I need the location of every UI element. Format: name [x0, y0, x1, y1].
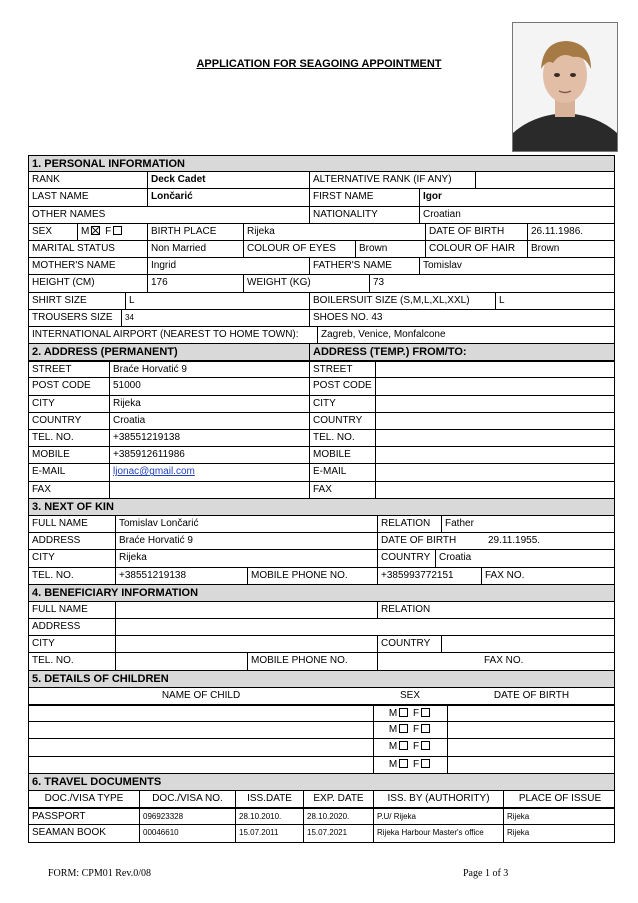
- address-row: [28, 378, 615, 395]
- ben-address-field[interactable]: [115, 619, 616, 635]
- address-value[interactable]: +38551219138: [109, 430, 309, 446]
- temp-address-value[interactable]: [375, 430, 616, 446]
- ben-tel-field[interactable]: [115, 653, 247, 669]
- child-sex-m-label: M: [388, 724, 398, 736]
- temp-address-value[interactable]: [375, 396, 616, 412]
- child-sex-f-checkbox[interactable]: [421, 724, 430, 733]
- temp-address-value[interactable]: [375, 464, 616, 480]
- kin-dob-label: DATE OF BIRTH: [377, 533, 481, 549]
- boilersuit-label: BOILERSUIT SIZE (S,M,L,XL,XXL): [309, 293, 495, 309]
- doc-exp-field[interactable]: 15.07.2021: [303, 825, 373, 841]
- address-row: [28, 447, 615, 464]
- temp-address-label: FAX: [309, 482, 375, 498]
- birth-place-label: BIRTH PLACE: [147, 224, 243, 240]
- kin-name-field[interactable]: Tomislav Lončarić: [115, 516, 377, 532]
- father-label: FATHER'S NAME: [309, 258, 419, 274]
- child-sex-m-checkbox[interactable]: [399, 759, 408, 768]
- page-title: APPLICATION FOR SEAGOING APPOINTMENT: [196, 58, 442, 70]
- doc-exp-field[interactable]: 28.10.2020.: [303, 809, 373, 824]
- temp-address-label: CITY: [309, 396, 375, 412]
- doc-no-field[interactable]: 00046610: [139, 825, 235, 841]
- section-beneficiary-header: [28, 585, 615, 602]
- shirt-field[interactable]: L: [125, 293, 309, 309]
- rank-label: RANK: [32, 174, 60, 186]
- doc-by-field[interactable]: P.U/ Rijeka: [373, 809, 503, 824]
- child-sex-f-label: F: [413, 758, 420, 770]
- ben-city-label: CITY: [32, 638, 55, 650]
- doc-row: [28, 825, 615, 842]
- other-names-label: OTHER NAMES: [32, 208, 106, 220]
- shoes-field[interactable]: SHOES NO. 43: [309, 310, 616, 326]
- temp-address-value[interactable]: [375, 482, 616, 498]
- child-row: [28, 705, 615, 722]
- col-child-dob: DATE OF BIRTH: [493, 689, 570, 701]
- airport-field[interactable]: Zagreb, Venice, Monfalcone: [317, 327, 616, 343]
- row-sex: [28, 224, 615, 241]
- row-names: [28, 189, 615, 206]
- child-row: [28, 722, 615, 739]
- alt-rank-label: ALTERNATIVE RANK (IF ANY): [309, 172, 475, 188]
- section-children-header: [28, 671, 615, 688]
- child-dob-field[interactable]: [447, 722, 616, 738]
- row-height-weight: [28, 275, 615, 292]
- last-name-field[interactable]: Lončarić: [147, 189, 309, 205]
- marital-field[interactable]: Non Married: [147, 241, 243, 257]
- hair-label: COLOUR OF HAIR: [425, 241, 527, 257]
- row-ben-name: [28, 602, 615, 619]
- section-personal-header: [28, 155, 615, 172]
- row-ben-city: [28, 636, 615, 653]
- mother-field[interactable]: Ingrid: [147, 258, 309, 274]
- child-sex-f-label: F: [413, 708, 420, 719]
- doc-by-field[interactable]: Rijeka Harbour Master's office: [373, 825, 503, 841]
- address-row: [28, 430, 615, 447]
- kin-tel-label: TEL. NO.: [32, 569, 74, 581]
- address-row: [28, 396, 615, 413]
- ben-city-field[interactable]: [115, 636, 377, 652]
- marital-label: MARITAL STATUS: [32, 242, 115, 254]
- child-dob-field[interactable]: [447, 739, 616, 755]
- child-sex-f-label: F: [413, 741, 420, 753]
- other-names-field[interactable]: [147, 207, 309, 223]
- ben-country-label: COUNTRY: [377, 636, 441, 652]
- height-field[interactable]: 176: [147, 275, 243, 291]
- row-shirt: [28, 293, 615, 310]
- doc-col-header: ISS. BY (AUTHORITY): [373, 791, 503, 807]
- ben-address-label: ADDRESS: [32, 621, 81, 633]
- kin-fax-label: FAX NO.: [481, 568, 616, 584]
- temp-address-value[interactable]: [375, 378, 616, 394]
- row-kin-tel: [28, 568, 615, 585]
- temp-address-label: E-MAIL: [309, 464, 375, 480]
- address-label: MOBILE: [32, 449, 70, 461]
- child-row: [28, 757, 615, 774]
- address-row: [28, 464, 615, 481]
- child-sex-options: [373, 722, 447, 738]
- airport-label: INTERNATIONAL AIRPORT (NEAREST TO HOME TOWN):: [32, 328, 299, 340]
- temp-address-label: MOBILE: [309, 447, 375, 463]
- section-address-header: [28, 344, 615, 361]
- trousers-field[interactable]: 34: [121, 310, 309, 326]
- dob-field[interactable]: 26.11.1986.: [527, 224, 616, 240]
- row-airport: [28, 327, 615, 344]
- doc-place-field[interactable]: Rijeka: [503, 825, 616, 841]
- ben-mobile-field[interactable]: [377, 653, 481, 669]
- kin-city-label: CITY: [32, 552, 55, 564]
- application-form: [28, 155, 615, 843]
- doc-type-field: SEAMAN BOOK: [32, 827, 106, 839]
- doc-col-header: DOC./VISA TYPE: [44, 792, 124, 804]
- height-label: HEIGHT (CM): [32, 277, 95, 289]
- trousers-label: TROUSERS SIZE: [32, 311, 113, 323]
- row-trousers: [28, 310, 615, 327]
- address-label: STREET: [32, 364, 72, 376]
- sex-f-checkbox[interactable]: [113, 226, 122, 235]
- child-name-field[interactable]: [29, 757, 373, 773]
- row-parents: [28, 258, 615, 275]
- last-name-label: LAST NAME: [32, 191, 89, 203]
- row-ben-tel: [28, 653, 615, 670]
- nationality-field[interactable]: Croatian: [419, 207, 616, 223]
- address-value[interactable]: Croatia: [109, 413, 309, 429]
- page-number: Page 1 of 3: [463, 868, 509, 879]
- address-value[interactable]: ljonac@gmail.com: [109, 464, 309, 480]
- child-sex-f-label: F: [413, 724, 420, 736]
- section-title-temp: ADDRESS (TEMP.) FROM/TO:: [309, 344, 616, 360]
- child-dob-field[interactable]: [447, 757, 616, 773]
- ben-relation-field[interactable]: [441, 602, 616, 618]
- row-marital: [28, 241, 615, 258]
- doc-no-field[interactable]: 096923328: [139, 809, 235, 824]
- section-title: 1. PERSONAL INFORMATION: [32, 158, 185, 170]
- col-child-sex: SEX: [399, 689, 420, 701]
- kin-address-field[interactable]: Braće Horvatić 9: [115, 533, 377, 549]
- child-name-field[interactable]: [29, 706, 373, 721]
- eyes-label: COLOUR OF EYES: [243, 241, 355, 257]
- doc-col-header: ISS.DATE: [235, 791, 303, 807]
- child-sex-m-label: M: [388, 708, 398, 719]
- row-rank: [28, 172, 615, 189]
- doc-iss-field[interactable]: 28.10.2010.: [235, 809, 303, 824]
- section-title: 2. ADDRESS (PERMANENT): [32, 346, 178, 359]
- address-value[interactable]: Rijeka: [109, 396, 309, 412]
- section-title: 3. NEXT OF KIN: [32, 500, 114, 513]
- doc-row: [28, 808, 615, 825]
- form-number: FORM: CPM01 Rev.0/08: [48, 868, 151, 879]
- col-child-name: NAME OF CHILD: [161, 689, 241, 701]
- first-name-field[interactable]: Igor: [419, 189, 616, 205]
- child-sex-m-checkbox[interactable]: [399, 724, 408, 733]
- temp-address-label: POST CODE: [309, 378, 375, 394]
- child-sex-options: [373, 706, 447, 721]
- child-row: [28, 739, 615, 756]
- address-value[interactable]: [109, 482, 309, 498]
- address-label: CITY: [32, 397, 55, 409]
- shirt-label: SHIRT SIZE: [32, 294, 87, 306]
- ben-fax-label: FAX NO.: [484, 655, 524, 667]
- child-name-field[interactable]: [29, 739, 373, 755]
- kin-tel-field[interactable]: +38551219138: [115, 568, 247, 584]
- child-sex-f-checkbox[interactable]: [421, 708, 430, 717]
- address-label: E-MAIL: [32, 466, 66, 478]
- address-row: [28, 413, 615, 430]
- doc-col-header: EXP. DATE: [303, 791, 373, 807]
- row-kin-city: [28, 550, 615, 567]
- hair-field[interactable]: Brown: [527, 241, 616, 257]
- section-travel-header: [28, 774, 615, 791]
- section-title: 6. TRAVEL DOCUMENTS: [32, 775, 162, 788]
- eyes-field[interactable]: Brown: [355, 241, 425, 257]
- kin-country-label: COUNTRY: [377, 550, 435, 566]
- address-label: TEL. NO.: [32, 432, 74, 443]
- row-kin-name: [28, 516, 615, 533]
- kin-address-label: ADDRESS: [32, 535, 81, 547]
- ben-mobile-label: MOBILE PHONE NO.: [247, 653, 377, 669]
- rank-field[interactable]: Deck Cadet: [147, 172, 309, 188]
- row-children-cols: [28, 688, 615, 705]
- kin-name-label: FULL NAME: [32, 517, 88, 529]
- address-label: POST CODE: [32, 380, 91, 392]
- doc-col-header: DOC./VISA NO.: [139, 791, 235, 807]
- kin-country-field[interactable]: Croatia: [435, 550, 616, 566]
- sex-f-label: F: [105, 225, 112, 237]
- birth-place-field[interactable]: Rijeka: [243, 224, 425, 240]
- ben-country-field[interactable]: [441, 636, 616, 652]
- child-sex-f-checkbox[interactable]: [421, 741, 430, 750]
- section-title: 4. BENEFICIARY INFORMATION: [32, 586, 199, 599]
- child-sex-m-checkbox[interactable]: [399, 708, 408, 717]
- kin-relation-field[interactable]: Father: [441, 516, 616, 532]
- sex-m-checkbox[interactable]: [91, 226, 100, 235]
- portrait-image: [513, 23, 617, 151]
- doc-iss-field[interactable]: 15.07.2011: [235, 825, 303, 841]
- temp-address-value[interactable]: [375, 413, 616, 429]
- address-value[interactable]: Braće Horvatić 9: [109, 362, 309, 377]
- kin-mobile-field[interactable]: +385993772151: [377, 568, 481, 584]
- temp-address-label: STREET: [309, 362, 375, 377]
- address-row: [28, 482, 615, 499]
- temp-address-label: TEL. NO.: [309, 430, 375, 446]
- child-name-field[interactable]: [29, 722, 373, 738]
- ben-name-field[interactable]: [115, 602, 377, 618]
- alt-rank-field[interactable]: [475, 172, 616, 188]
- kin-dob-field[interactable]: 29.11.1955.: [488, 535, 541, 547]
- ben-relation-label: RELATION: [377, 602, 441, 618]
- sex-m-label: M: [81, 225, 90, 237]
- child-sex-options: [373, 739, 447, 755]
- child-sex-m-checkbox[interactable]: [399, 741, 408, 750]
- address-label: COUNTRY: [32, 414, 82, 426]
- row-kin-address: [28, 533, 615, 550]
- nationality-label: NATIONALITY: [309, 207, 419, 223]
- section-title: 5. DETAILS OF CHILDREN: [32, 672, 169, 685]
- kin-relation-label: RELATION: [377, 516, 441, 532]
- row-ben-address: [28, 619, 615, 636]
- doc-type-field: PASSPORT: [32, 811, 86, 823]
- boilersuit-field[interactable]: L: [495, 293, 616, 309]
- dob-label: DATE OF BIRTH: [425, 224, 527, 240]
- first-name-label: FIRST NAME: [309, 189, 419, 205]
- child-sex-m-label: M: [388, 741, 398, 753]
- temp-address-value[interactable]: [375, 447, 616, 463]
- temp-address-label: COUNTRY: [309, 413, 375, 429]
- weight-field[interactable]: 73: [369, 275, 616, 291]
- address-row: [28, 361, 615, 378]
- travel-rows: [28, 808, 615, 842]
- address-value[interactable]: +385912611986: [109, 447, 309, 463]
- doc-place-field[interactable]: Rijeka: [503, 809, 616, 824]
- father-field[interactable]: Tomislav: [419, 258, 616, 274]
- address-rows: [28, 361, 615, 499]
- child-sex-f-checkbox[interactable]: [421, 759, 430, 768]
- doc-col-header: PLACE OF ISSUE: [503, 791, 616, 807]
- address-label: FAX: [32, 483, 51, 495]
- children-rows: [28, 705, 615, 774]
- weight-label: WEIGHT (KG): [243, 275, 369, 291]
- applicant-photo: [512, 22, 618, 152]
- kin-mobile-label: MOBILE PHONE NO.: [247, 568, 377, 584]
- sex-options: [77, 224, 147, 240]
- section-kin-header: [28, 499, 615, 516]
- temp-address-value[interactable]: [375, 362, 616, 377]
- row-travel-cols: [28, 791, 615, 808]
- child-dob-field[interactable]: [447, 706, 616, 721]
- kin-city-field[interactable]: Rijeka: [115, 550, 377, 566]
- child-sex-m-label: M: [388, 758, 398, 770]
- sex-label: SEX: [32, 225, 53, 237]
- ben-name-label: FULL NAME: [32, 603, 88, 615]
- row-other-names: [28, 207, 615, 224]
- mother-label: MOTHER'S NAME: [32, 260, 116, 272]
- child-sex-options: [373, 757, 447, 773]
- ben-tel-label: TEL. NO.: [32, 655, 74, 667]
- address-value[interactable]: 51000: [109, 378, 309, 394]
